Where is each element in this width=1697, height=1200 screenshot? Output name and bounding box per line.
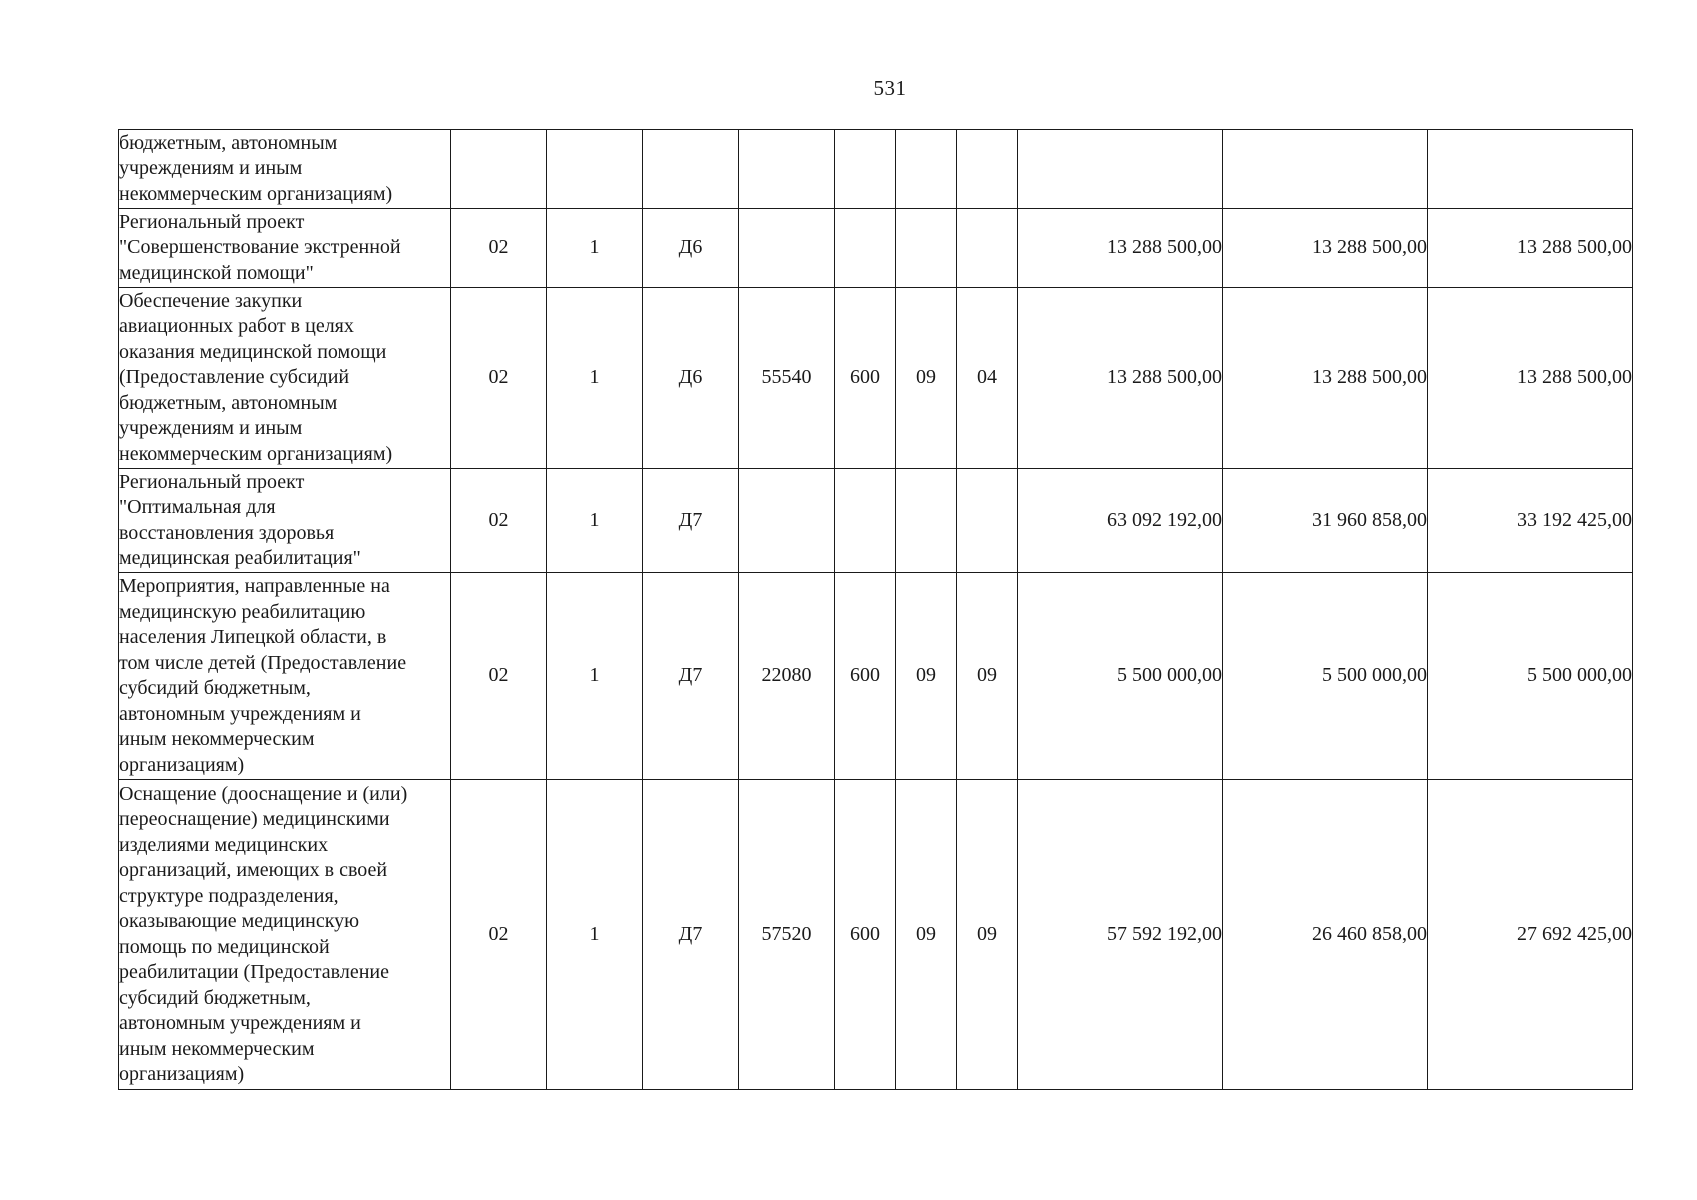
section-code bbox=[896, 130, 957, 209]
amount-year-3: 5 500 000,00 bbox=[1428, 573, 1633, 780]
expense-type-code: 600 bbox=[835, 780, 896, 1090]
section-code: 09 bbox=[896, 780, 957, 1090]
subsection-code bbox=[957, 469, 1018, 573]
direction-code bbox=[739, 130, 835, 209]
amount-year-1: 63 092 192,00 bbox=[1018, 469, 1223, 573]
item-name: Региональный проект "Оптимальная для восстановления здоровья медицинская реабилитация" bbox=[119, 469, 451, 573]
project-code: Д7 bbox=[643, 469, 739, 573]
direction-code bbox=[739, 469, 835, 573]
item-name: Региональный проект "Совершенствование экстренной медицинской помощи" bbox=[119, 209, 451, 288]
direction-code: 55540 bbox=[739, 288, 835, 469]
amount-year-3: 33 192 425,00 bbox=[1428, 469, 1633, 573]
amount-year-2: 13 288 500,00 bbox=[1223, 209, 1428, 288]
expense-type-code: 600 bbox=[835, 288, 896, 469]
subprogram-code: 1 bbox=[547, 780, 643, 1090]
project-code: Д7 bbox=[643, 780, 739, 1090]
amount-year-2: 31 960 858,00 bbox=[1223, 469, 1428, 573]
project-code: Д7 bbox=[643, 573, 739, 780]
amount-year-3: 27 692 425,00 bbox=[1428, 780, 1633, 1090]
amount-year-3: 13 288 500,00 bbox=[1428, 288, 1633, 469]
amount-year-1: 5 500 000,00 bbox=[1018, 573, 1223, 780]
amount-year-3 bbox=[1428, 130, 1633, 209]
subprogram-code: 1 bbox=[547, 288, 643, 469]
subprogram-code: 1 bbox=[547, 573, 643, 780]
item-name: бюджетным, автономным учреждениям и иным некоммерческим организациям) bbox=[119, 130, 451, 209]
subsection-code: 04 bbox=[957, 288, 1018, 469]
program-code: 02 bbox=[451, 573, 547, 780]
amount-year-1: 13 288 500,00 bbox=[1018, 209, 1223, 288]
section-code bbox=[896, 209, 957, 288]
expense-type-code: 600 bbox=[835, 573, 896, 780]
amount-year-1: 13 288 500,00 bbox=[1018, 288, 1223, 469]
amount-year-1: 57 592 192,00 bbox=[1018, 780, 1223, 1090]
expense-type-code bbox=[835, 130, 896, 209]
project-code bbox=[643, 130, 739, 209]
subsection-code: 09 bbox=[957, 573, 1018, 780]
project-code: Д6 bbox=[643, 209, 739, 288]
subprogram-code: 1 bbox=[547, 209, 643, 288]
table-row bbox=[119, 130, 1633, 209]
subsection-code bbox=[957, 209, 1018, 288]
item-name: Мероприятия, направленные на медицинскую реабилитацию населения Липецкой области, в том числе детей (Предоставление субсидий бюджетным, автономным учреждениям и иным некоммерческим организациям) bbox=[119, 573, 451, 780]
direction-code: 57520 bbox=[739, 780, 835, 1090]
table-row bbox=[119, 780, 1633, 1090]
budget-table bbox=[118, 129, 1633, 1090]
program-code: 02 bbox=[451, 780, 547, 1090]
amount-year-2: 13 288 500,00 bbox=[1223, 288, 1428, 469]
table-row bbox=[119, 573, 1633, 780]
program-code: 02 bbox=[451, 469, 547, 573]
subprogram-code: 1 bbox=[547, 469, 643, 573]
subprogram-code bbox=[547, 130, 643, 209]
page-number: 531 bbox=[873, 76, 907, 100]
table-row bbox=[119, 288, 1633, 469]
program-code bbox=[451, 130, 547, 209]
item-name: Оснащение (дооснащение и (или) переоснащение) медицинскими изделиями медицинских организаций, имеющих в своей структуре подразделения, оказывающие медицинскую помощь по медицинской реабилитации (Предоставление субсидий бюджетным, автономным учреждениям и иным некоммерческим организациям) bbox=[119, 780, 451, 1090]
direction-code bbox=[739, 209, 835, 288]
section-code: 09 bbox=[896, 573, 957, 780]
program-code: 02 bbox=[451, 288, 547, 469]
amount-year-2: 26 460 858,00 bbox=[1223, 780, 1428, 1090]
amount-year-2 bbox=[1223, 130, 1428, 209]
table-row bbox=[119, 209, 1633, 288]
amount-year-2: 5 500 000,00 bbox=[1223, 573, 1428, 780]
section-code: 09 bbox=[896, 288, 957, 469]
subsection-code: 09 bbox=[957, 780, 1018, 1090]
project-code: Д6 bbox=[643, 288, 739, 469]
amount-year-1 bbox=[1018, 130, 1223, 209]
program-code: 02 bbox=[451, 209, 547, 288]
subsection-code bbox=[957, 130, 1018, 209]
item-name: Обеспечение закупки авиационных работ в целях оказания медицинской помощи (Предоставление субсидий бюджетным, автономным учреждениям и иным некоммерческим организациям) bbox=[119, 288, 451, 469]
section-code bbox=[896, 469, 957, 573]
table-row bbox=[119, 469, 1633, 573]
expense-type-code bbox=[835, 209, 896, 288]
expense-type-code bbox=[835, 469, 896, 573]
amount-year-3: 13 288 500,00 bbox=[1428, 209, 1633, 288]
direction-code: 22080 bbox=[739, 573, 835, 780]
